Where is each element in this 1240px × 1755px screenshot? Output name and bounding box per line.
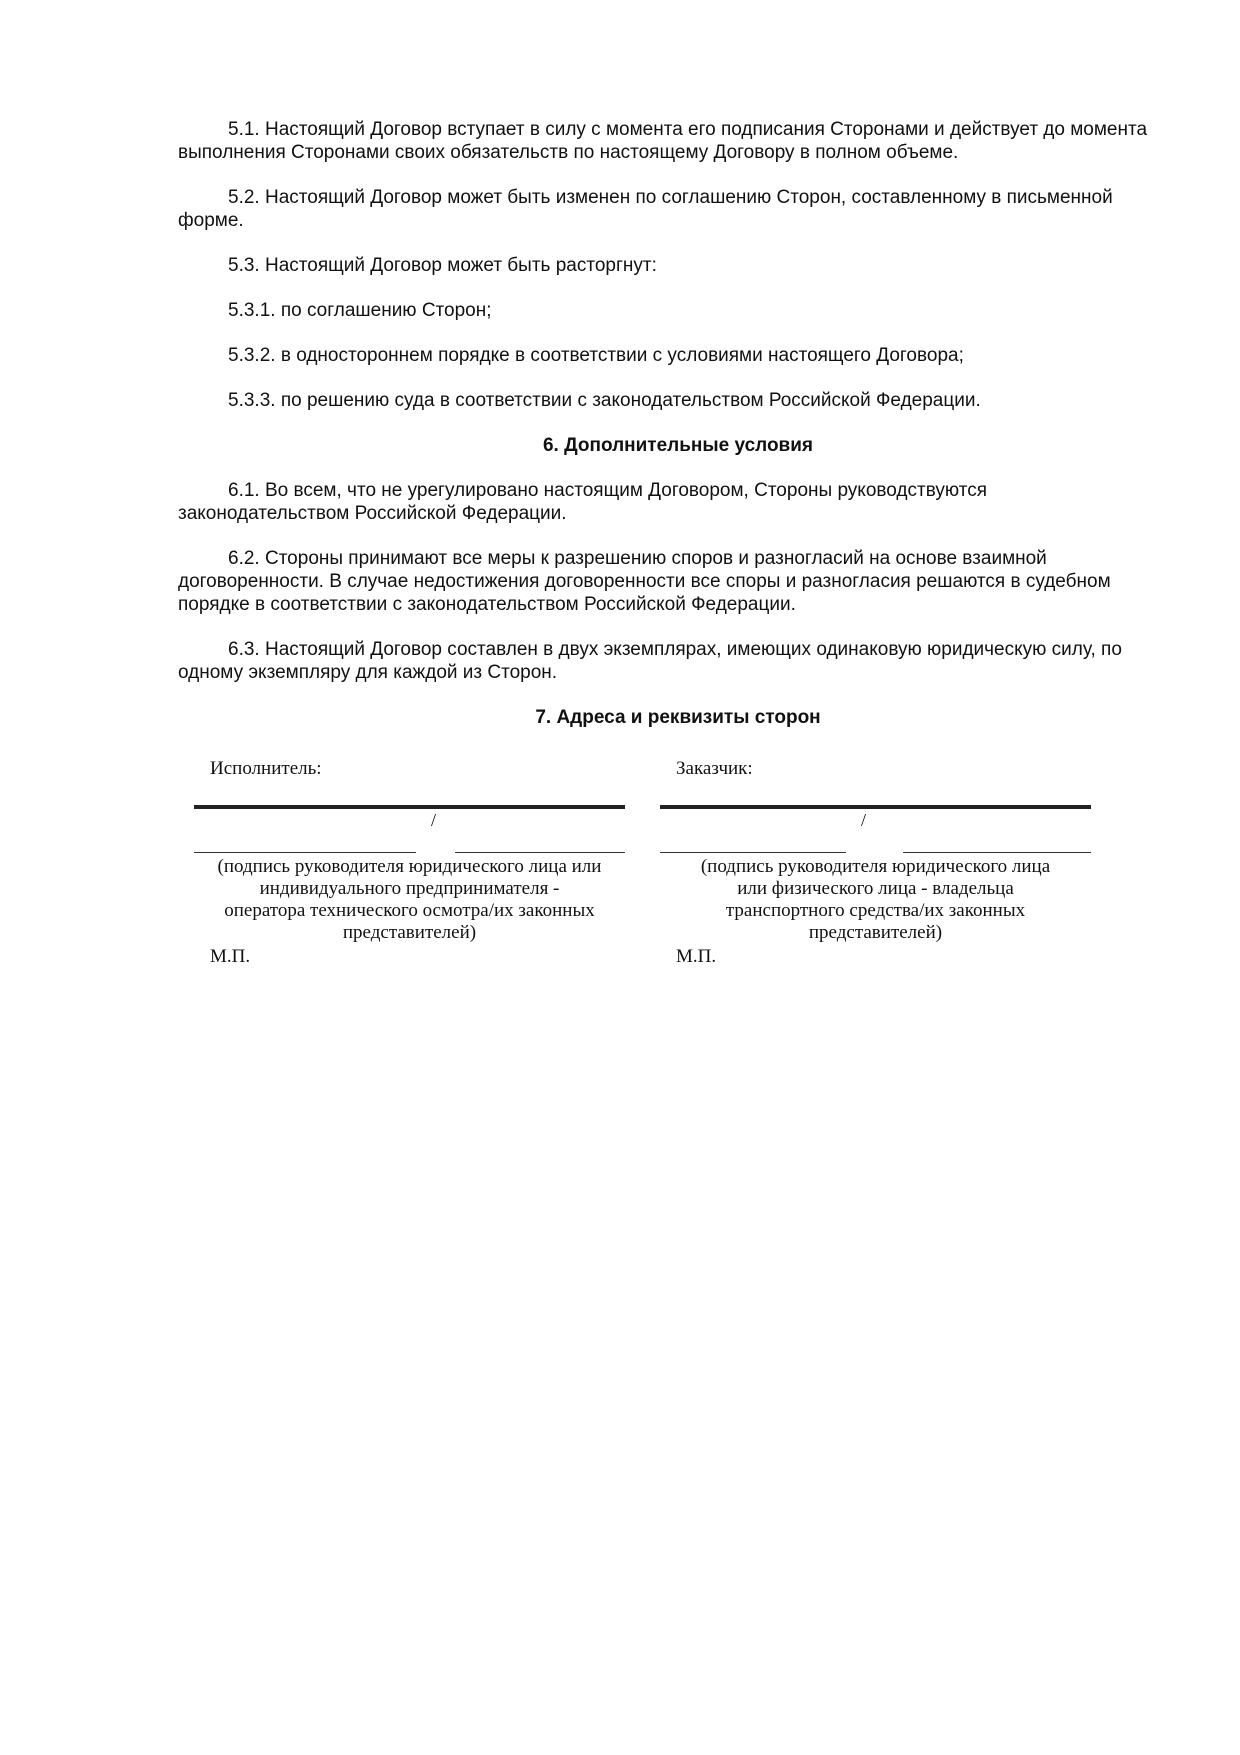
- executor-initials-line: [455, 852, 625, 853]
- customer-slash: /: [861, 810, 867, 830]
- executor-slash: /: [431, 810, 437, 830]
- clause-6-2: 6.2. Стороны принимают все меры к разрешению споров и разногласий на основе взаимной договоренности. В случае недостижения договоренности все споры и разногласия решаются в судебном порядке в соответствии с законодательством Российской Федерации.: [178, 548, 1111, 615]
- customer-caption: [660, 856, 1091, 944]
- customer-caption-line: или физического лица - владельца: [737, 878, 1014, 899]
- customer-name-line: [660, 805, 1091, 809]
- clause-6-1: 6.1. Во всем, что не урегулировано настоящим Договором, Стороны руководствуются законодательством Российской Федерации.: [178, 480, 987, 524]
- executor-caption-line: представителей): [342, 922, 477, 943]
- executor-signature-line: [194, 852, 416, 853]
- contract-body: [178, 118, 1158, 751]
- executor-caption-line: оператора технического осмотра/их законных: [224, 900, 595, 921]
- clause-6-3: 6.3. Настоящий Договор составлен в двух экземплярах, имеющих одинаковую юридическую силу, по одному экземпляру для каждой из Сторон.: [178, 639, 1122, 683]
- customer-caption-line: (подпись руководителя юридического лица: [700, 856, 1051, 877]
- section-6-heading: 6. Дополнительные условия: [542, 435, 814, 456]
- clause-5-3: 5.3. Настоящий Договор может быть расторгнут:: [228, 255, 657, 276]
- customer-initials-line: [903, 852, 1091, 853]
- clause-5-3-1: 5.3.1. по соглашению Сторон;: [228, 300, 492, 321]
- customer-label: Заказчик:: [676, 758, 753, 779]
- customer-signature-line: [660, 852, 846, 853]
- executor-label: Исполнитель:: [210, 758, 322, 779]
- clause-5-3-3: 5.3.3. по решению суда в соответствии с законодательством Российской Федерации.: [228, 390, 981, 411]
- customer-caption-line: транспортного средства/их законных: [725, 900, 1026, 921]
- customer-stamp: М.П.: [676, 946, 717, 967]
- executor-stamp: М.П.: [210, 946, 251, 967]
- executor-caption: [194, 856, 625, 944]
- executor-caption-line: (подпись руководителя юридического лица или: [217, 856, 602, 877]
- customer-caption-line: представителей): [808, 922, 943, 943]
- clause-5-1: 5.1. Настоящий Договор вступает в силу с момента его подписания Сторонами и действует до момента выполнения Сторонами своих обязательств по настоящему Договору в полном объеме.: [178, 119, 1148, 163]
- executor-caption-line: индивидуального предпринимателя -: [259, 878, 560, 899]
- section-7-heading: 7. Адреса и реквизиты сторон: [535, 707, 821, 728]
- clause-5-3-2: 5.3.2. в одностороннем порядке в соответствии с условиями настоящего Договора;: [228, 345, 964, 366]
- clause-5-2: 5.2. Настоящий Договор может быть изменен по соглашению Сторон, составленному в письменной форме.: [178, 187, 1113, 231]
- executor-name-line: [194, 805, 625, 809]
